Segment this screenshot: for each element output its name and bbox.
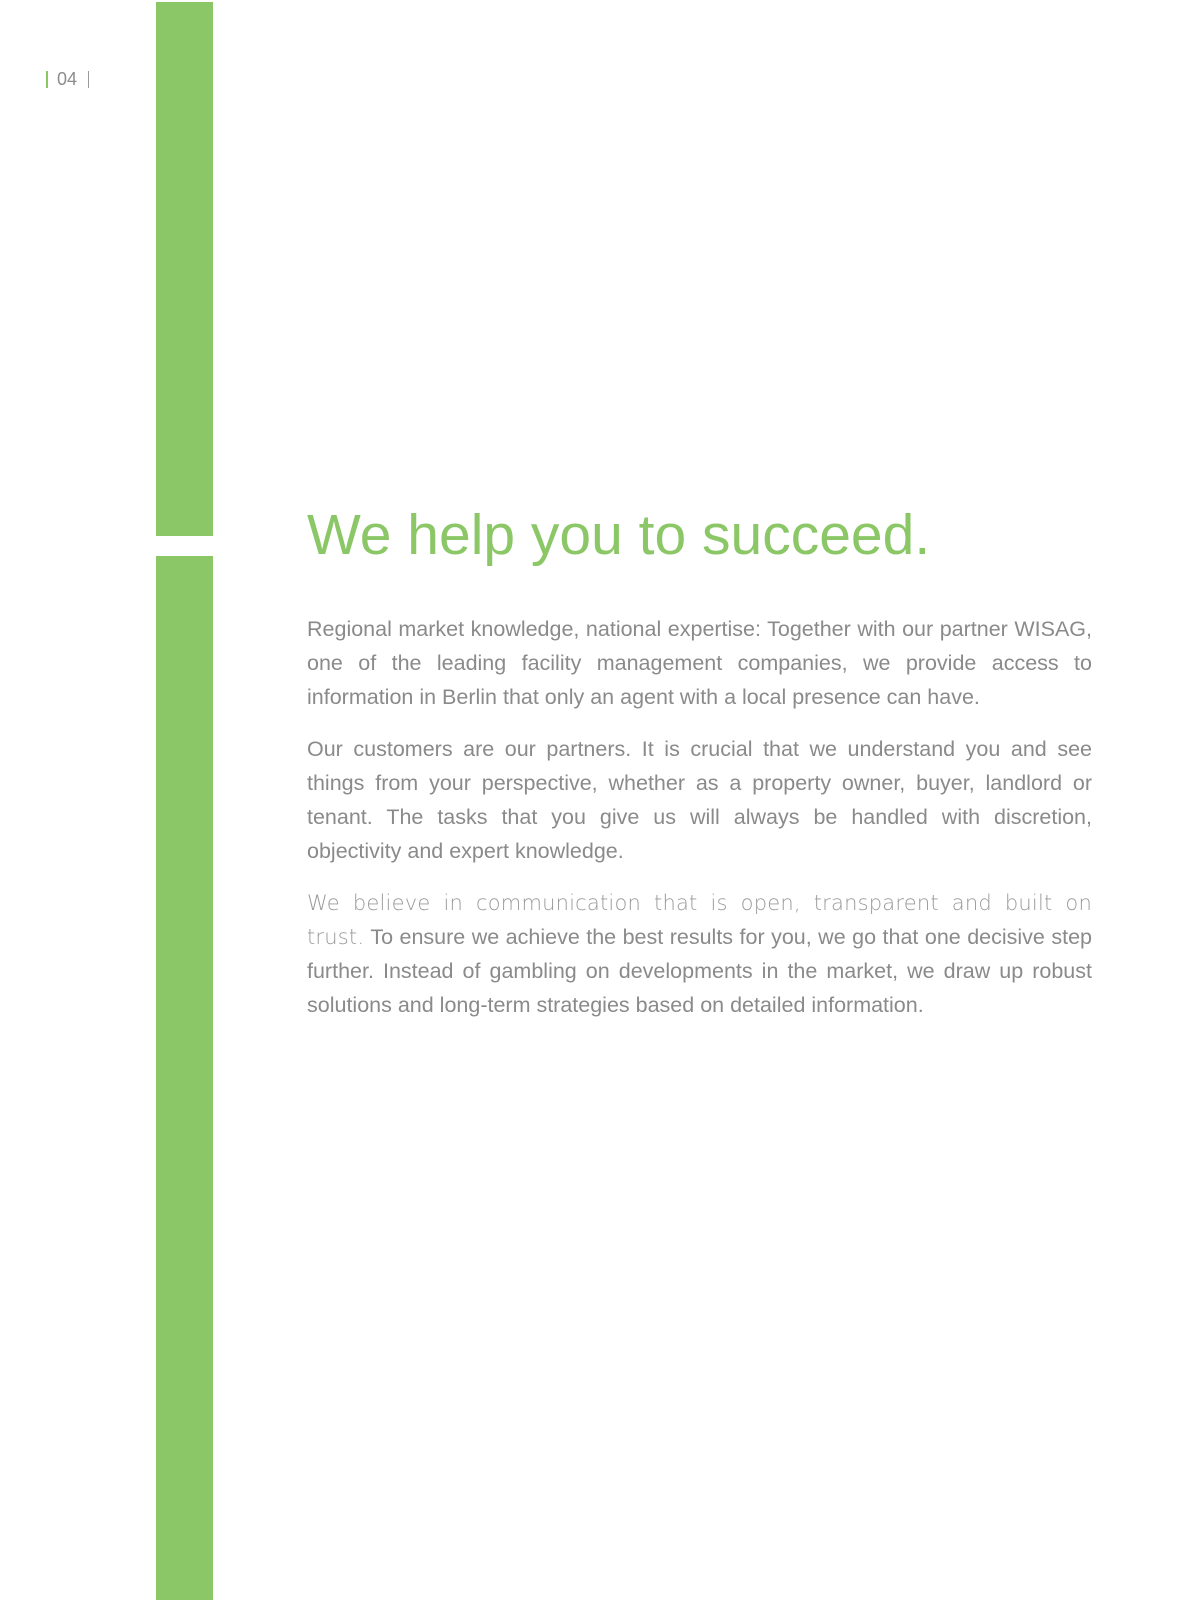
green-sidebar-bar-bottom (156, 556, 213, 1600)
main-content (307, 496, 1092, 1022)
page-number-text: 04 (57, 69, 78, 89)
page-number (46, 68, 89, 90)
paragraph-communication-rest: To ensure we achieve the best results for you, we go that one decisive step further. Instead of gambling on developments in the market, we draw up robust solutions and long-term strategies based on detailed information. (307, 925, 1092, 1017)
paragraph-regional-knowledge: Regional market knowledge, national expertise: Together with our partner WISAG, one of the leading facility management companies, we provide access to information in Berlin that only an agent with a local presence can have. (307, 617, 1092, 709)
paragraph-communication-lead: We believe in communication that is open, transparent and built on trust. (307, 891, 1092, 949)
page-number-rule-right (88, 71, 89, 88)
paragraph-customers-partners: Our customers are our partners. It is crucial that we understand you and see things from your perspective, whether as a property owner, buyer, landlord or tenant. The tasks that you give us will always be handled with discretion, objectivity and expert knowledge. (307, 737, 1092, 863)
page-headline: We help you to succeed. (307, 503, 931, 567)
green-sidebar-bar-top (156, 2, 213, 536)
page-number-rule-left (46, 71, 48, 88)
paragraph-communication (307, 886, 1092, 1022)
